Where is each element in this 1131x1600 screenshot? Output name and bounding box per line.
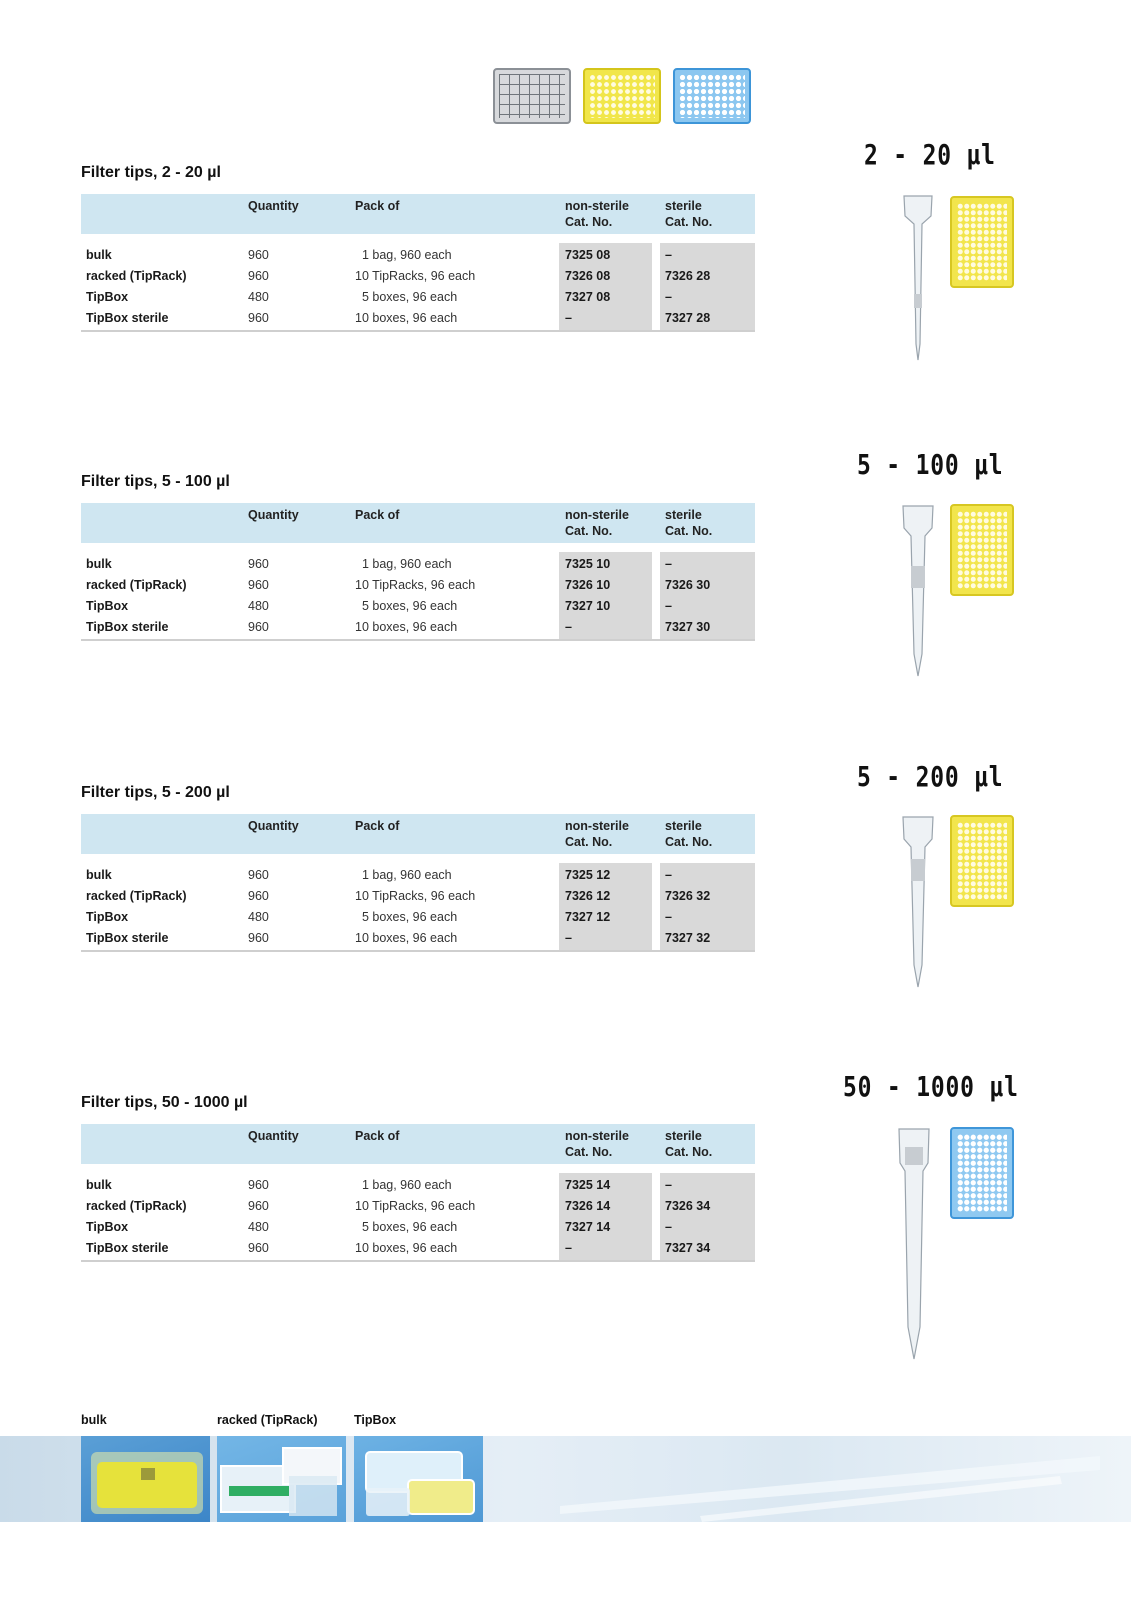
table-row <box>81 596 755 617</box>
table-row <box>81 287 755 308</box>
pipette-tip-icon <box>898 504 938 679</box>
row-name: TipBox <box>86 1220 129 1234</box>
header-quantity: Quantity <box>248 508 299 522</box>
table-row <box>81 1217 755 1238</box>
row-sterile-catno: 7327 34 <box>665 1241 711 1255</box>
row-sterile-catno: 7326 32 <box>665 889 711 903</box>
packaging-label-tipbox: TipBox <box>354 1413 397 1427</box>
header-sterile: sterile <box>665 1129 702 1143</box>
row-sterile-catno: – <box>665 557 672 571</box>
row-sterile-catno: 7326 28 <box>665 269 711 283</box>
filter-tips-section <box>81 1094 755 1264</box>
row-sterile-catno: – <box>665 868 672 882</box>
tiprack-package-image <box>217 1436 346 1522</box>
pipette-tip-icon <box>896 1127 932 1362</box>
row-sterile-catno: 7326 34 <box>665 1199 711 1213</box>
header-pack-of: Pack of <box>355 819 400 833</box>
section-title: Filter tips, 5 - 200 µl <box>81 784 230 801</box>
header-quantity: Quantity <box>248 199 299 213</box>
tipbox-package-image <box>354 1436 483 1522</box>
row-non-sterile-catno: 7326 08 <box>565 269 611 283</box>
table-row <box>81 865 755 886</box>
range-label: 5 - 200 µl <box>857 760 1004 793</box>
row-pack: 10 boxes, 96 each <box>355 311 458 325</box>
row-non-sterile-catno: 7325 10 <box>565 557 611 571</box>
header-non-sterile: non-sterile <box>565 1129 629 1143</box>
header-sterile: sterile <box>665 819 702 833</box>
header-sterile-catno: Cat. No. <box>665 835 713 849</box>
header-non-sterile: non-sterile <box>565 819 629 833</box>
row-quantity: 960 <box>248 620 269 634</box>
row-quantity: 480 <box>248 910 269 924</box>
table-row <box>81 1175 755 1196</box>
row-non-sterile-catno: 7325 08 <box>565 248 611 262</box>
pipette-tip-icon <box>898 815 938 990</box>
blue-tiprack-icon <box>950 1127 1014 1219</box>
row-name: TipBox <box>86 910 129 924</box>
filter-tips-section <box>81 473 755 643</box>
row-pack: 10 TipRacks, 96 each <box>355 889 476 903</box>
header-sterile-catno: Cat. No. <box>665 524 713 538</box>
pipette-tip-icon <box>898 194 938 364</box>
section-title: Filter tips, 50 - 1000 µl <box>81 1094 248 1111</box>
table-bottom-rule <box>81 1260 755 1262</box>
header-quantity: Quantity <box>248 1129 299 1143</box>
row-non-sterile-catno: – <box>565 931 572 945</box>
row-non-sterile-catno: – <box>565 311 572 325</box>
header-quantity: Quantity <box>248 819 299 833</box>
row-sterile-catno: – <box>665 1178 672 1192</box>
row-sterile-catno: 7327 28 <box>665 311 711 325</box>
table-header <box>81 503 755 543</box>
header-sterile-catno: Cat. No. <box>665 1145 713 1159</box>
yellow-tiprack-icon <box>950 196 1014 288</box>
row-sterile-catno: – <box>665 248 672 262</box>
header-pack-of: Pack of <box>355 1129 400 1143</box>
row-name: bulk <box>86 557 112 571</box>
row-quantity: 960 <box>248 1199 269 1213</box>
range-label: 5 - 100 µl <box>857 448 1004 481</box>
row-quantity: 960 <box>248 269 269 283</box>
table-bottom-rule <box>81 950 755 952</box>
row-non-sterile-catno: 7327 10 <box>565 599 611 613</box>
row-pack: 5 boxes, 96 each <box>355 910 458 924</box>
table-row <box>81 907 755 928</box>
row-name: TipBox sterile <box>86 311 169 325</box>
header-non-sterile-catno: Cat. No. <box>565 215 613 229</box>
row-sterile-catno: – <box>665 599 672 613</box>
row-quantity: 480 <box>248 1220 269 1234</box>
filter-tips-section <box>81 784 755 954</box>
row-sterile-catno: 7327 30 <box>665 620 711 634</box>
row-pack: 10 TipRacks, 96 each <box>355 578 476 592</box>
header-non-sterile-catno: Cat. No. <box>565 835 613 849</box>
row-quantity: 960 <box>248 868 269 882</box>
row-name: bulk <box>86 248 112 262</box>
row-pack: 1 bag, 960 each <box>355 557 452 571</box>
row-quantity: 480 <box>248 290 269 304</box>
row-quantity: 960 <box>248 889 269 903</box>
row-quantity: 960 <box>248 557 269 571</box>
bulk-bag-image <box>81 1436 210 1522</box>
row-pack: 10 boxes, 96 each <box>355 1241 458 1255</box>
table-row <box>81 266 755 287</box>
header-non-sterile-catno: Cat. No. <box>565 1145 613 1159</box>
packaging-label-racked: racked (TipRack) <box>217 1413 318 1427</box>
table-row <box>81 554 755 575</box>
section-title: Filter tips, 2 - 20 µl <box>81 164 221 181</box>
row-pack: 10 TipRacks, 96 each <box>355 1199 476 1213</box>
table-row <box>81 308 755 329</box>
yellow-tiprack-icon <box>950 815 1014 907</box>
table-bottom-rule <box>81 330 755 332</box>
yellow-tiprack-icon <box>950 504 1014 596</box>
table-header <box>81 194 755 234</box>
row-non-sterile-catno: 7327 12 <box>565 910 611 924</box>
row-quantity: 960 <box>248 311 269 325</box>
row-pack: 1 bag, 960 each <box>355 868 452 882</box>
table-row <box>81 617 755 638</box>
row-pack: 5 boxes, 96 each <box>355 1220 458 1234</box>
row-quantity: 960 <box>248 931 269 945</box>
row-sterile-catno: – <box>665 1220 672 1234</box>
row-name: bulk <box>86 1178 112 1192</box>
table-row <box>81 886 755 907</box>
table-bottom-rule <box>81 639 755 641</box>
row-pack: 1 bag, 960 each <box>355 248 452 262</box>
header-non-sterile: non-sterile <box>565 199 629 213</box>
row-pack: 10 boxes, 96 each <box>355 931 458 945</box>
row-pack: 1 bag, 960 each <box>355 1178 452 1192</box>
row-pack: 10 TipRacks, 96 each <box>355 269 476 283</box>
header-pack-of: Pack of <box>355 199 400 213</box>
row-non-sterile-catno: 7326 10 <box>565 578 611 592</box>
yellow-rack-icon <box>583 68 661 124</box>
row-name: racked (TipRack) <box>86 1199 187 1213</box>
row-quantity: 960 <box>248 248 269 262</box>
row-pack: 5 boxes, 96 each <box>355 599 458 613</box>
blue-rack-icon <box>673 68 751 124</box>
filter-tips-section <box>81 164 755 334</box>
table-header <box>81 814 755 854</box>
row-name: TipBox <box>86 599 129 613</box>
row-name: bulk <box>86 868 112 882</box>
row-quantity: 960 <box>248 578 269 592</box>
header-sterile: sterile <box>665 508 702 522</box>
row-non-sterile-catno: 7325 12 <box>565 868 611 882</box>
row-name: TipBox sterile <box>86 620 169 634</box>
row-pack: 5 boxes, 96 each <box>355 290 458 304</box>
row-sterile-catno: – <box>665 910 672 924</box>
row-non-sterile-catno: 7326 12 <box>565 889 611 903</box>
header-pack-of: Pack of <box>355 508 400 522</box>
section-title: Filter tips, 5 - 100 µl <box>81 473 230 490</box>
row-name: racked (TipRack) <box>86 889 187 903</box>
row-name: TipBox <box>86 290 129 304</box>
table-row <box>81 928 755 949</box>
header-sterile-catno: Cat. No. <box>665 215 713 229</box>
header-non-sterile: non-sterile <box>565 508 629 522</box>
table-row <box>81 245 755 266</box>
row-non-sterile-catno: 7325 14 <box>565 1178 611 1192</box>
table-row <box>81 575 755 596</box>
row-pack: 10 boxes, 96 each <box>355 620 458 634</box>
table-row <box>81 1196 755 1217</box>
row-sterile-catno: 7326 30 <box>665 578 711 592</box>
header-sterile: sterile <box>665 199 702 213</box>
range-label: 50 - 1000 µl <box>843 1070 1019 1103</box>
grey-rack-icon <box>493 68 571 124</box>
row-name: racked (TipRack) <box>86 578 187 592</box>
row-quantity: 960 <box>248 1241 269 1255</box>
row-non-sterile-catno: 7327 08 <box>565 290 611 304</box>
row-sterile-catno: – <box>665 290 672 304</box>
table-row <box>81 1238 755 1259</box>
row-non-sterile-catno: 7327 14 <box>565 1220 611 1234</box>
row-non-sterile-catno: – <box>565 1241 572 1255</box>
row-name: racked (TipRack) <box>86 269 187 283</box>
row-name: TipBox sterile <box>86 1241 169 1255</box>
table-header <box>81 1124 755 1164</box>
row-quantity: 480 <box>248 599 269 613</box>
row-quantity: 960 <box>248 1178 269 1192</box>
row-sterile-catno: 7327 32 <box>665 931 711 945</box>
row-non-sterile-catno: – <box>565 620 572 634</box>
range-label: 2 - 20 µl <box>864 138 996 171</box>
row-non-sterile-catno: 7326 14 <box>565 1199 611 1213</box>
row-name: TipBox sterile <box>86 931 169 945</box>
header-non-sterile-catno: Cat. No. <box>565 524 613 538</box>
packaging-label-bulk: bulk <box>81 1413 107 1427</box>
